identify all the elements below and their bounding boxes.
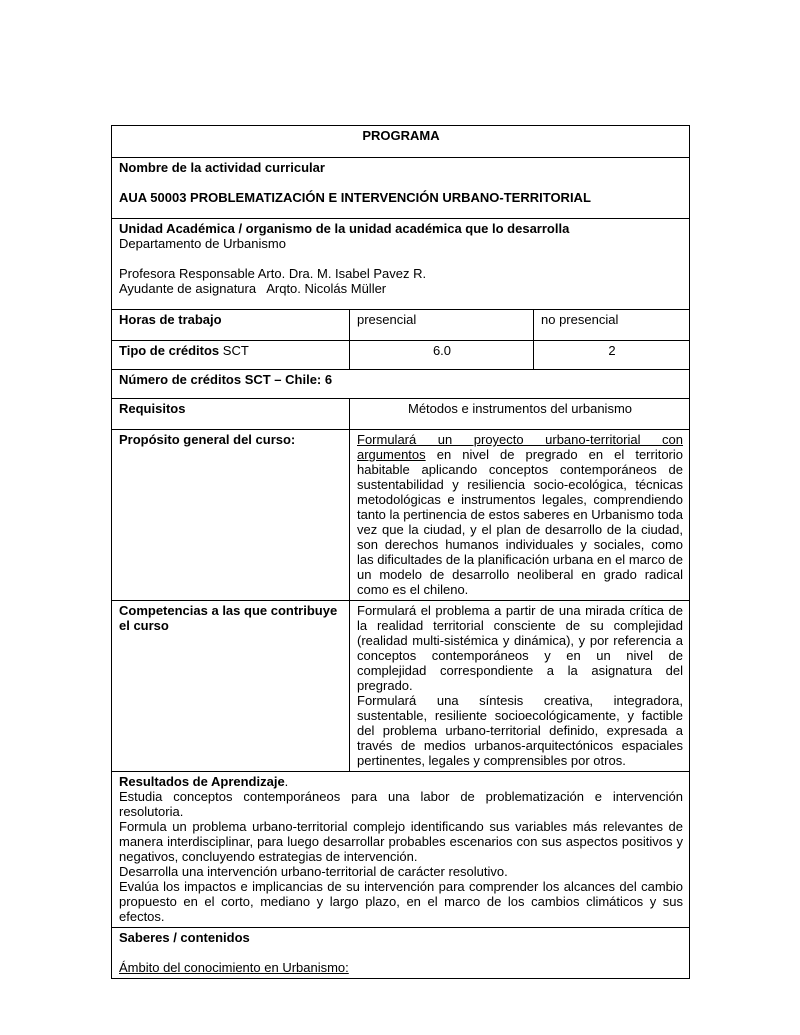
credits-number-row (112, 370, 690, 399)
competencies-cell (350, 601, 690, 772)
learning-results-label: Resultados de Aprendizaje (119, 774, 285, 789)
activity-row (112, 158, 690, 219)
credits-row (112, 341, 690, 370)
purpose-label: Propósito general del curso: (112, 430, 350, 601)
requirements-value: Métodos e instrumentos del urbanismo (350, 399, 690, 430)
credits-label (112, 341, 350, 370)
professor-name: Profesora Responsable Arto. Dra. M. Isabel Pavez R. (119, 266, 427, 281)
purpose-row (112, 430, 690, 601)
hours-label: Horas de trabajo (112, 310, 350, 341)
hours-presencial: presencial (350, 310, 534, 341)
competencies-paragraph-2: Formulará una síntesis creativa, integradora, sustentable, resiliente socioecológicamente, y factible del problema urbano-territorial definido, expresada a través de medios urbanos-arquitectónicos espaciales pertinentes, legales y comprensibles por otros. (357, 693, 684, 768)
purpose-cell (350, 430, 690, 601)
department-name: Departamento de Urbanismo (119, 236, 286, 251)
knowledge-row (112, 928, 690, 979)
purpose-text: en nivel de pregrado en el territorio habitable aplicando conceptos contemporáneos de sustentabilidad y resiliencia socio-ecológica, técnicas metodológicas e instrumentos legales, comprendiendo tanto la pertinencia de estos saberes en Urbanismo toda vez que la ciudad, y el plan de desarrollo de la ciudad, son derechos humanos individuales y sociales, como las dificultades de la planificación urbana en el marco de un modelo de desarrollo neoliberal en grado radical como es el chileno. (357, 447, 684, 597)
competencies-label: Competencias a las que contribuye el curso (112, 601, 350, 772)
credits-label-bold: Tipo de créditos (119, 343, 220, 358)
activity-cell (112, 158, 690, 219)
requirements-row (112, 399, 690, 430)
program-title: PROGRAMA (112, 126, 690, 158)
knowledge-label: Saberes / contenidos (119, 930, 250, 945)
credits-no-presencial-value: 2 (534, 341, 690, 370)
credits-presencial-value: 6.0 (350, 341, 534, 370)
unit-label: Unidad Académica / organismo de la unidad académica que lo desarrolla (119, 221, 570, 236)
learning-result-item: Desarrolla una intervención urbano-territorial de carácter resolutivo. (119, 864, 508, 879)
learning-results-label-suffix: . (284, 774, 289, 789)
learning-results-cell (112, 772, 690, 928)
learning-result-item: Evalúa los impactos e implicancias de su intervención para comprender los alcances del cambio propuesto en el corto, mediano y largo plazo, en el marco de los cambios climáticos y sus efectos. (119, 879, 684, 924)
learning-result-item: Formula un problema urbano-territorial complejo identificando sus variables más relevantes de manera interdisciplinar, para luego desarrollar probables escenarios con sus aspectos positivos y negativos, concluyendo estrategias de intervención. (119, 819, 684, 864)
credits-label-rest: SCT (219, 343, 249, 358)
credits-number-label: Número de créditos SCT – Chile: 6 (112, 370, 690, 399)
learning-results-row (112, 772, 690, 928)
knowledge-cell (112, 928, 690, 979)
competencies-paragraph-1: Formulará el problema a partir de una mirada crítica de la realidad territorial consciente de su complejidad (realidad multi-sistémica y dinámica), y por referencia a conceptos contemporáneos y en un nivel de complejidad correspondiente a la asignatura del pregrado. (357, 603, 684, 693)
header-row (112, 126, 690, 158)
learning-result-item: Estudia conceptos contemporáneos para una labor de problematización e intervención resolutoria. (119, 789, 684, 819)
unit-row (112, 219, 690, 310)
activity-name: AUA 50003 PROBLEMATIZACIÓN E INTERVENCIÓN URBANO-TERRITORIAL (119, 190, 591, 205)
purpose-underlined: Formulará un proyecto urbano-territorial con argumentos (357, 432, 684, 462)
hours-row (112, 310, 690, 341)
activity-label: Nombre de la actividad curricular (119, 160, 325, 175)
unit-cell (112, 219, 690, 310)
requirements-label: Requisitos (112, 399, 350, 430)
competencies-row (112, 601, 690, 772)
assistant-name: Ayudante de asignatura Arqto. Nicolás Müller (119, 281, 387, 296)
knowledge-subheading: Ámbito del conocimiento en Urbanismo: (119, 960, 349, 975)
program-table (111, 125, 690, 979)
hours-no-presencial: no presencial (534, 310, 690, 341)
